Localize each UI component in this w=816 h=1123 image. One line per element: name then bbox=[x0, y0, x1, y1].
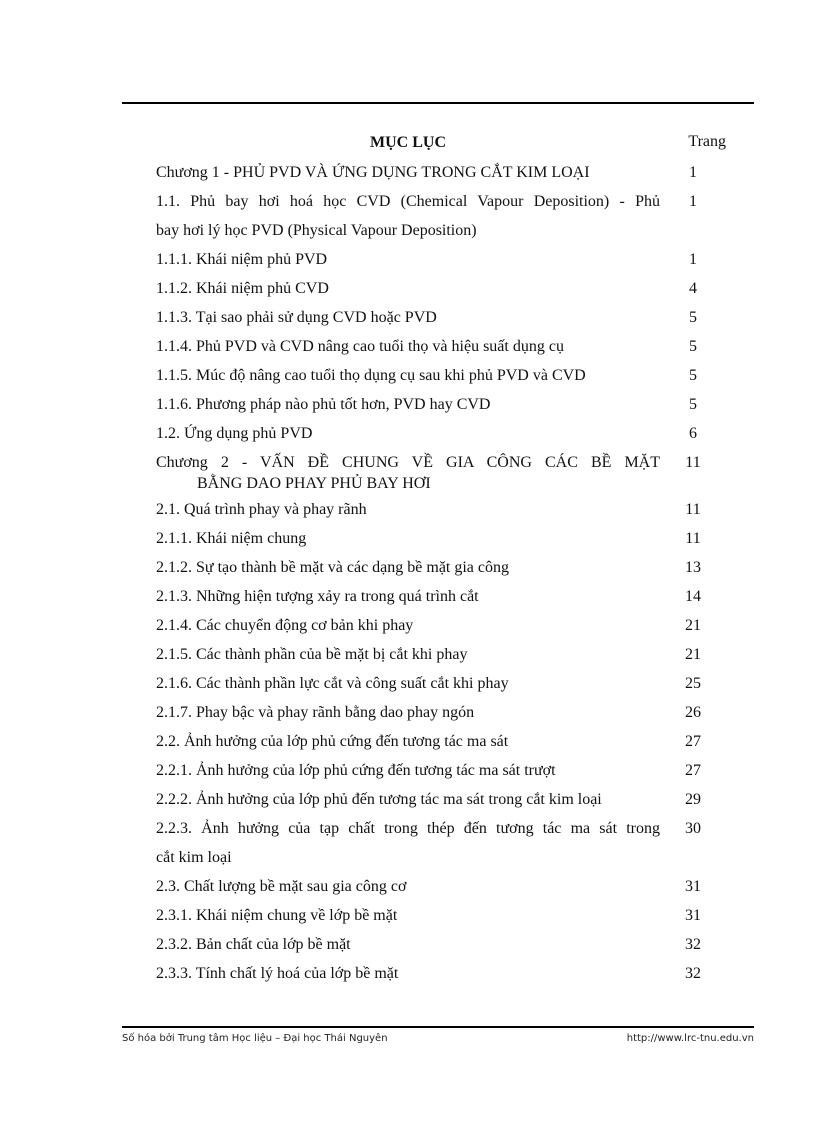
toc-entry bbox=[156, 756, 726, 785]
toc-entry bbox=[156, 553, 726, 582]
toc-entry-text bbox=[156, 495, 660, 524]
toc-entry-page: 5 bbox=[689, 396, 697, 413]
toc-entry-text bbox=[156, 698, 660, 727]
toc-entry bbox=[156, 582, 726, 611]
toc-entry-title: 1.1.3. Tại sao phải sử dụng CVD hoặc PVD bbox=[156, 309, 437, 326]
toc-entry-page: 11 bbox=[685, 530, 701, 547]
toc-entry-page: 31 bbox=[685, 907, 701, 924]
toc-entry-text bbox=[156, 524, 660, 553]
footer-source: Số hóa bởi Trung tâm Học liệu – Đại học Thái Nguyên bbox=[122, 1033, 388, 1044]
toc-entry-title: 1.1. Phủ bay hơi hoá học CVD (Chemical Vapour Deposition) - Phủ bbox=[156, 193, 660, 210]
toc-entry-page: 5 bbox=[689, 367, 697, 384]
toc-header bbox=[156, 130, 726, 158]
toc-entry-title: 2.3.3. Tính chất lý hoá của lớp bề mặt bbox=[156, 965, 399, 982]
toc-entry-title: Chương 2 - VẤN ĐỀ CHUNG VỀ GIA CÔNG CÁC BỀ MẶT bbox=[156, 454, 660, 471]
toc-entry bbox=[156, 332, 726, 361]
footer-url: http://www.lrc-tnu.edu.vn bbox=[626, 1033, 754, 1044]
toc-entry bbox=[156, 814, 726, 872]
toc-entry-page: 27 bbox=[685, 762, 701, 779]
toc-entry-title: 2.2. Ảnh hưởng của lớp phủ cứng đến tương tác ma sát bbox=[156, 733, 509, 750]
toc-entry-title: 1.1.6. Phương pháp nào phủ tốt hơn, PVD hay CVD bbox=[156, 396, 491, 413]
toc-entry-text bbox=[156, 332, 660, 361]
toc-entry-title: 1.1.4. Phủ PVD và CVD nâng cao tuổi thọ và hiệu suất dụng cụ bbox=[156, 338, 564, 355]
toc-entry-page: 21 bbox=[685, 617, 701, 634]
toc-entry bbox=[156, 495, 726, 524]
toc-entry-text bbox=[156, 959, 660, 988]
toc-entry bbox=[156, 187, 726, 245]
toc-entry-page: 13 bbox=[685, 559, 701, 576]
toc-entry-page: 1 bbox=[689, 193, 697, 210]
toc-entry-page: 31 bbox=[685, 878, 701, 895]
toc-entry-text bbox=[156, 756, 660, 785]
toc-entry-title: 1.1.2. Khái niệm phủ CVD bbox=[156, 280, 329, 297]
toc-entry bbox=[156, 361, 726, 390]
toc-entry-title: 2.3.1. Khái niệm chung về lớp bề mặt bbox=[156, 907, 398, 924]
toc-entry-text bbox=[156, 158, 660, 187]
toc-entry-text bbox=[156, 727, 660, 756]
toc-entry-text bbox=[156, 901, 660, 930]
toc-entry-title: 2.1.1. Khái niệm chung bbox=[156, 530, 307, 547]
toc-page-column-header: Trang bbox=[688, 133, 726, 150]
toc-entry-title: 2.2.2. Ảnh hưởng của lớp phủ đến tương tác ma sát trong cắt kim loại bbox=[156, 791, 602, 808]
toc-entry-title: 1.1.5. Múc độ nâng cao tuổi thọ dụng cụ sau khi phủ PVD và CVD bbox=[156, 367, 586, 384]
toc-entry-page: 21 bbox=[685, 646, 701, 663]
toc-entry-text bbox=[156, 582, 660, 611]
page-footer bbox=[122, 1033, 754, 1044]
toc-entry bbox=[156, 930, 726, 959]
toc-entry-page: 32 bbox=[685, 936, 701, 953]
header-rule bbox=[122, 102, 754, 104]
toc-entry bbox=[156, 611, 726, 640]
footer-rule bbox=[122, 1026, 754, 1028]
toc-entry-text bbox=[156, 930, 660, 959]
toc-entry-text bbox=[156, 872, 660, 901]
toc-entry-page: 11 bbox=[685, 454, 701, 471]
toc-entry-continuation: cắt kim loại bbox=[156, 849, 232, 866]
toc-entry-title: 2.1.4. Các chuyển động cơ bản khi phay bbox=[156, 617, 414, 634]
toc-entry bbox=[156, 872, 726, 901]
toc-entry-title: 1.1.1. Khái niệm phủ PVD bbox=[156, 251, 328, 268]
toc-entry-title: 2.1.7. Phay bậc và phay rãnh bằng dao phay ngón bbox=[156, 704, 475, 721]
toc-entry bbox=[156, 245, 726, 274]
toc-entry-title: 2.2.1. Ảnh hưởng của lớp phủ cứng đến tương tác ma sát trượt bbox=[156, 762, 556, 779]
toc-entry-title: 2.1.2. Sự tạo thành bề mặt và các dạng bề mặt gia công bbox=[156, 559, 510, 576]
toc-entry-continuation: bay hơi lý học PVD (Physical Vapour Deposition) bbox=[156, 222, 477, 239]
toc-entry bbox=[156, 448, 726, 495]
toc-entry bbox=[156, 274, 726, 303]
toc-entry-title: 2.2.3. Ảnh hưởng của tạp chất trong thép đến tương tác ma sát trong bbox=[156, 820, 660, 837]
toc-title: MỤC LỤC bbox=[370, 134, 446, 151]
toc-entry-title: 2.1.3. Những hiện tượng xảy ra trong quá trình cắt bbox=[156, 588, 479, 605]
toc-entry-text bbox=[156, 611, 660, 640]
toc-entry bbox=[156, 390, 726, 419]
toc-entry-text bbox=[156, 785, 660, 814]
toc-entry-title: 2.1.6. Các thành phần lực cắt và công suất cắt khi phay bbox=[156, 675, 509, 692]
toc-entry-text bbox=[156, 448, 660, 495]
toc-entries bbox=[156, 158, 726, 988]
toc-entry-title: 2.3.2. Bản chất của lớp bề mặt bbox=[156, 936, 351, 953]
toc-entry-page: 26 bbox=[685, 704, 701, 721]
toc-entry-title: 2.1. Quá trình phay và phay rãnh bbox=[156, 501, 367, 518]
toc-entry bbox=[156, 158, 726, 187]
toc-entry-page: 14 bbox=[685, 588, 701, 605]
toc-entry bbox=[156, 959, 726, 988]
toc-entry-title: 2.1.5. Các thành phần của bề mặt bị cắt khi phay bbox=[156, 646, 468, 663]
toc-entry-page: 6 bbox=[689, 425, 697, 442]
toc-entry-text bbox=[156, 814, 660, 872]
toc-entry bbox=[156, 640, 726, 669]
toc-entry bbox=[156, 698, 726, 727]
toc-entry-text bbox=[156, 303, 660, 332]
toc-entry-text bbox=[156, 274, 660, 303]
toc-entry bbox=[156, 419, 726, 448]
toc-entry-page: 25 bbox=[685, 675, 701, 692]
toc-entry bbox=[156, 303, 726, 332]
toc-entry bbox=[156, 669, 726, 698]
toc-entry-title: 1.2. Ứng dụng phủ PVD bbox=[156, 425, 313, 442]
toc-entry-text bbox=[156, 187, 660, 245]
toc-entry-text bbox=[156, 390, 660, 419]
toc-entry-page: 30 bbox=[685, 820, 701, 837]
toc-entry-text bbox=[156, 640, 660, 669]
toc-entry-text bbox=[156, 361, 660, 390]
toc-entry bbox=[156, 524, 726, 553]
toc-entry-text bbox=[156, 245, 660, 274]
toc-entry-text bbox=[156, 419, 660, 448]
table-of-contents bbox=[156, 130, 726, 988]
toc-entry-page: 1 bbox=[689, 251, 697, 268]
toc-entry-page: 32 bbox=[685, 965, 701, 982]
toc-entry-text bbox=[156, 553, 660, 582]
toc-entry-page: 27 bbox=[685, 733, 701, 750]
toc-entry-page: 1 bbox=[689, 164, 697, 181]
toc-entry-continuation: BẰNG DAO PHAY PHỦ BAY HƠI bbox=[197, 475, 431, 492]
toc-entry bbox=[156, 901, 726, 930]
toc-entry-page: 11 bbox=[685, 501, 701, 518]
toc-entry-page: 4 bbox=[689, 280, 697, 297]
toc-entry bbox=[156, 727, 726, 756]
toc-entry-page: 5 bbox=[689, 338, 697, 355]
toc-entry-title: Chương 1 - PHỦ PVD VÀ ỨNG DỤNG TRONG CẮT KIM LOẠI bbox=[156, 164, 590, 181]
toc-entry-page: 29 bbox=[685, 791, 701, 808]
toc-entry-title: 2.3. Chất lượng bề mặt sau gia công cơ bbox=[156, 878, 407, 895]
toc-entry bbox=[156, 785, 726, 814]
toc-entry-text bbox=[156, 669, 660, 698]
toc-entry-page: 5 bbox=[689, 309, 697, 326]
